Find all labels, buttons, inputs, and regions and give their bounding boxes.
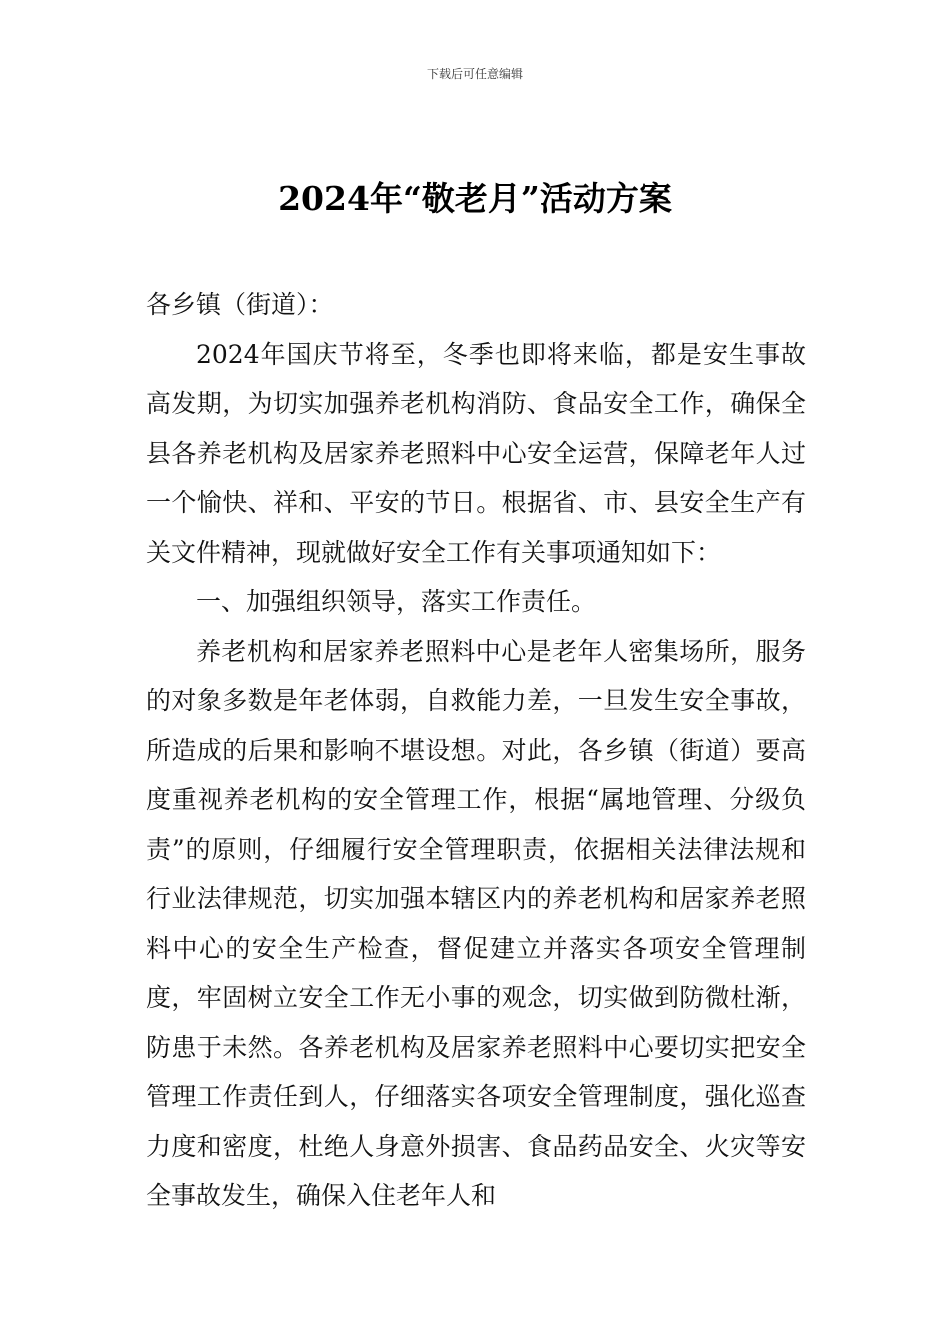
paragraph-section-1: 养老机构和居家养老照料中心是老年人密集场所，服务的对象多数是年老体弱，自救能力差，一旦发生安全事故，所造成的后果和影响不堪设想。对此，各乡镇（街道）要高度重视养老机构的安全管理工作，根据“属地管理、分级负责”的原则，仔细履行安全管理职责，依据相关法律法规和行业法律规范，切实加强本辖区内的养老机构和居家养老照料中心的安全生产检查，督促建立并落实各项安全管理制度，牢固树立安全工作无小事的观念，切实做到防微杜渐，防患于未然。各养老机构及居家养老照料中心要切实把安全管理工作责任到人，仔细落实各项安全管理制度，强化巡查力度和密度，杜绝人身意外损害、食品药品安全、火灾等安全事故发生，确保入住老年人和 (146, 636, 806, 1210)
header-note: 下载后可任意编辑 (426, 67, 523, 81)
document-body (146, 280, 806, 1221)
section-heading-1: 一、加强组织领导，落实工作责任。 (196, 587, 597, 616)
salutation: 各乡镇（街道）： (146, 290, 334, 319)
document-title: 2024年“敬老月”活动方案 (278, 179, 672, 218)
paragraph-intro: 2024年国庆节将至，冬季也即将来临，都是安生事故高发期，为切实加强养老机构消防、食品安全工作，确保全县各养老机构及居家养老照料中心安全运营，保障老年人过一个愉快、祥和、平安的节日。根据省、市、县安全生产有关文件精神，现就做好安全工作有关事项通知如下： (146, 339, 806, 567)
